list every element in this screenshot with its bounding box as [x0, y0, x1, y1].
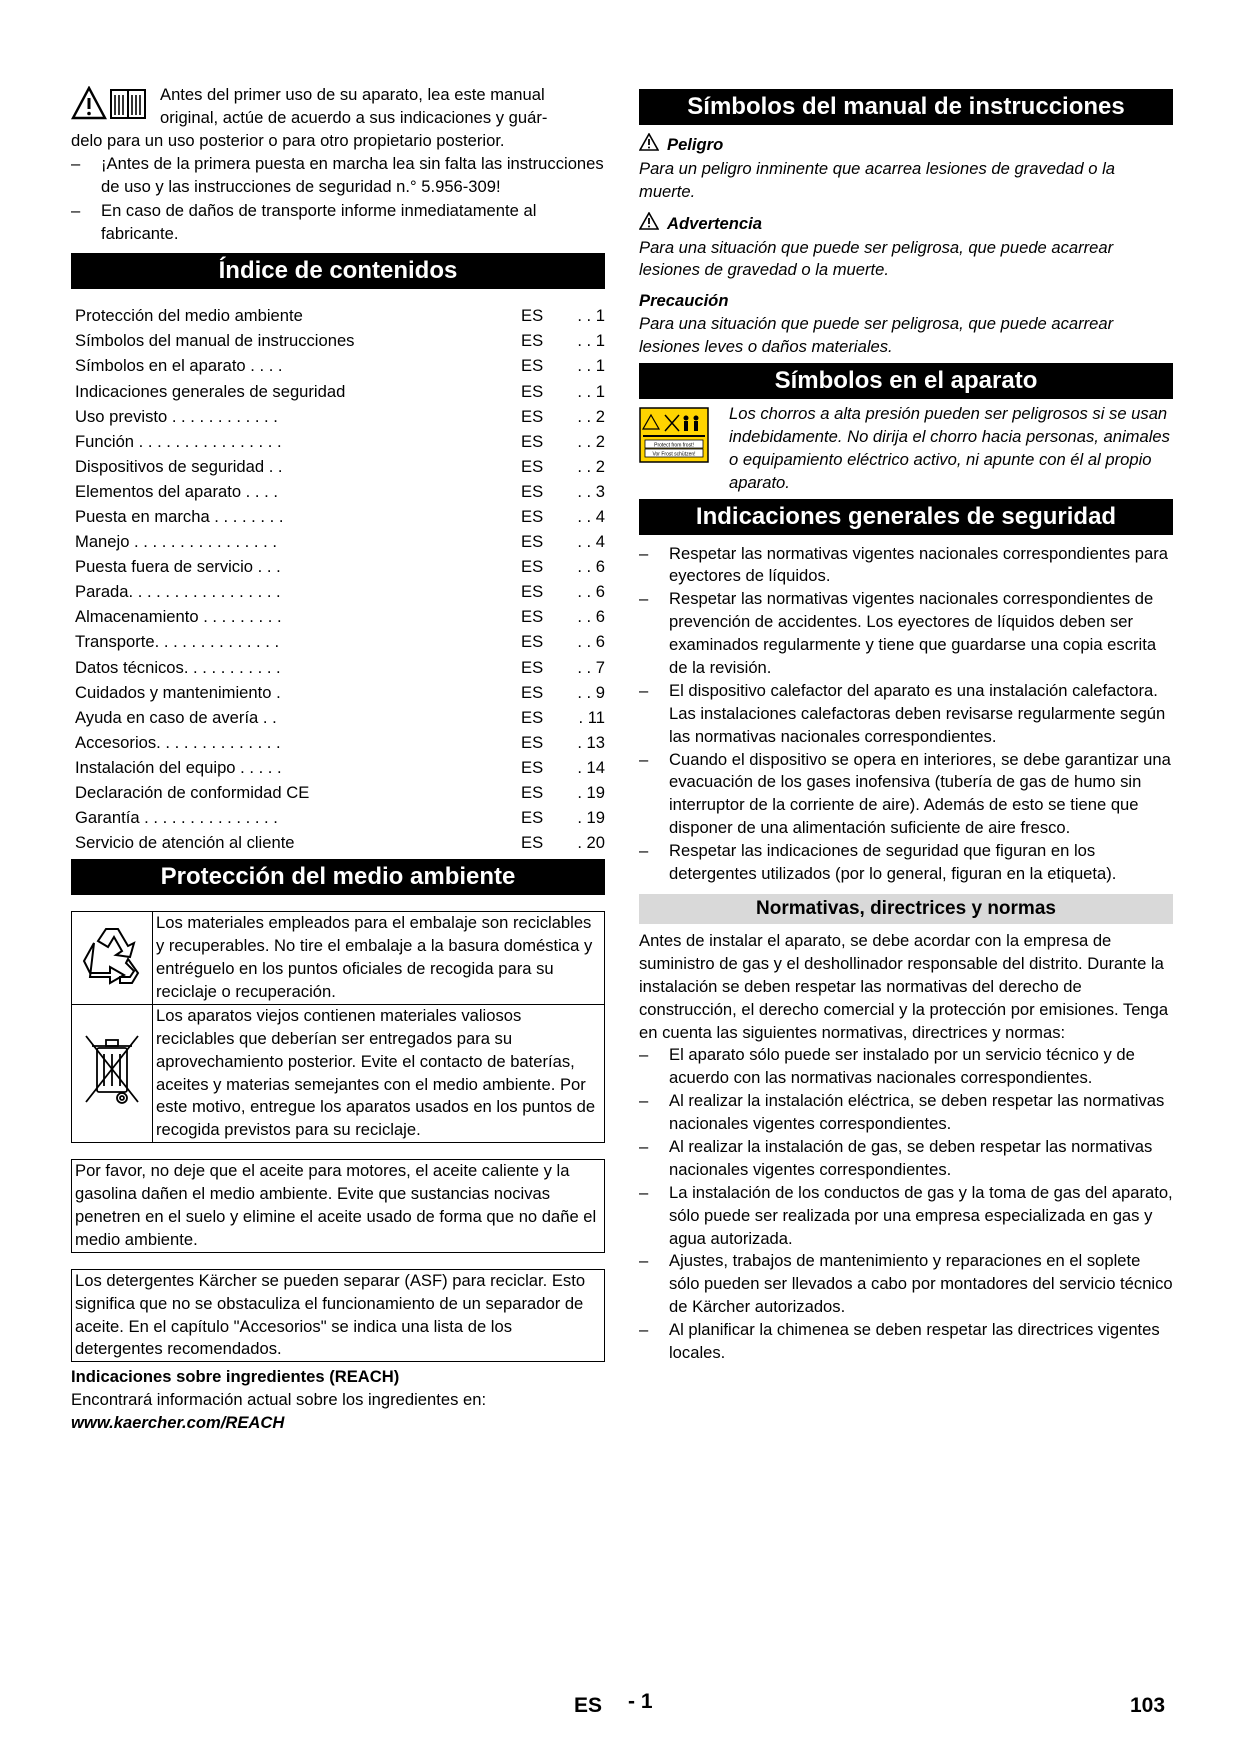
toc-row[interactable]: Almacenamiento . . . . . . . . . ES . . 6 [75, 607, 605, 627]
page-number: 103 [1130, 1694, 1166, 1717]
device-symbol-block [639, 404, 1173, 495]
oil-note-box [71, 1159, 605, 1253]
recycle-cell [72, 912, 153, 1005]
environment-heading: Protección del medio ambiente [71, 859, 605, 895]
intro-line-3: delo para un uso posterior o para otro propietario posterior. [71, 130, 505, 150]
device-symbol-text: Los chorros a alta presión pueden ser peligrosos si se usan indebidamente. No dirija el chorro hacia personas, animales o equipamiento eléctrico activo, ni apunte con él al propio aparato. [729, 404, 1170, 492]
toc-row[interactable]: Uso previsto . . . . . . . . . . . . ES . . 2 [75, 406, 605, 426]
list-item: – Respetar las normativas vigentes nacionales correspondientes de prevención de accidentes. Los eyectores de líquidos deben ser examinados regularmente y tiene que guardarse una copia escrita de la revisión. [639, 588, 1173, 680]
crossed-bin-icon [80, 1097, 144, 1116]
reach-text: Encontrará información actual sobre los ingredientes en: [71, 1390, 487, 1410]
footer-sub-page: - 1 [628, 1690, 653, 1713]
intro-block [71, 84, 605, 246]
toc-row[interactable]: Parada. . . . . . . . . . . . . . . . . ES . . 6 [75, 582, 605, 602]
toc-row[interactable]: Símbolos en el aparato . . . . ES . . 1 [75, 356, 605, 376]
toc-row[interactable]: Declaración de conformidad CE ES . 19 [75, 783, 605, 803]
intro-paragraph [71, 84, 605, 153]
danger-text: Para un peligro inminente que acarrea lesiones de gravedad o la muerte. [639, 158, 1116, 201]
toc-row[interactable]: Accesorios. . . . . . . . . . . . . . ES . 13 [75, 732, 605, 752]
toc-row[interactable]: Manejo . . . . . . . . . . . . . . . . ES . . 4 [75, 532, 605, 552]
list-item: – Cuando el dispositivo se opera en interiores, se debe garantizar una evacuación de los gases inofensiva (tubería de gas de humo sin interruptor de la corriente de aire). Además de esto se tiene que disponer de una alimentación suficiente de aire fresco. [639, 749, 1173, 841]
toc-row[interactable]: Protección del medio ambiente ES . . 1 [75, 306, 605, 326]
oil-note: Por favor, no deje que el aceite para motores, el aceite caliente y la gasolina dañen el medio ambiente. Evite que sustancias nocivas penetren en el suelo y elimine el aceite usado de forma que no dañe el medio ambiente. [75, 1161, 597, 1249]
caution-label: Precaución [639, 291, 729, 311]
warning-label: Advertencia [667, 213, 762, 233]
table-row [72, 912, 605, 1005]
toc-row[interactable]: Dispositivos de seguridad . . ES . . 2 [75, 456, 605, 476]
table-row [72, 1004, 605, 1142]
toc-row[interactable]: Cuidados y mantenimiento . ES . . 9 [75, 682, 605, 702]
intro-line-1: Antes del primer uso de su aparato, lea este manual [160, 85, 545, 104]
list-item: – Ajustes, trabajos de mantenimiento y reparaciones en el soplete sólo pueden ser llevados a cabo por montadores del servicio técnico de Kärcher autorizados. [639, 1250, 1173, 1319]
list-item: – Al planificar la chimenea se deben respetar las directrices vigentes locales. [639, 1319, 1173, 1365]
regulations-intro: Antes de instalar el aparato, se debe acordar con la empresa de suministro de gas y el deshollinador responsable del distrito. Durante la instalación se deben respetar las normativas del derecho de construcción, el derecho comercial y la protección por emisiones. Tenga en cuenta las siguientes normativas, directrices y normas: [639, 930, 1169, 1042]
warning-triangle-icon [639, 133, 659, 158]
caution-text: Para una situación que puede ser peligrosa, que puede acarrear lesiones leves o daños materiales. [639, 314, 1114, 357]
warning-triangle-icon [639, 212, 659, 237]
list-item: – Respetar las indicaciones de seguridad que figuran en los detergentes utilizados (por lo general, figuran en la etiqueta). [639, 840, 1173, 886]
table-of-contents [71, 303, 605, 855]
reach-heading: Indicaciones sobre ingredientes (REACH) [71, 1367, 400, 1387]
regulations-list [639, 1044, 1173, 1364]
toc-row[interactable]: Ayuda en caso de avería . . ES . 11 [75, 707, 605, 727]
recycle-icon [76, 976, 148, 995]
toc-row[interactable]: Instalación del equipo . . . . . ES . 14 [75, 757, 605, 777]
list-item: – Respetar las normativas vigentes nacionales correspondientes para eyectores de líquidos. [639, 543, 1173, 589]
caution-heading [639, 290, 1173, 313]
footer-lang: ES [574, 1694, 603, 1717]
intro-line-2: original, actúe de acuerdo a sus indicaciones y guár- [160, 107, 548, 127]
high-pressure-warning-sticker-icon [639, 407, 725, 495]
danger-label: Peligro [667, 135, 724, 154]
sticker-line-2: Vor Frost schützen! [652, 451, 696, 458]
safety-heading: Indicaciones generales de seguridad [639, 499, 1173, 535]
warning-text: Para una situación que puede ser peligrosa, que puede acarrear lesiones de gravedad o la muerte. [639, 237, 1114, 280]
toc-row[interactable]: Símbolos del manual de instrucciones ES . . 1 [75, 331, 605, 351]
toc-row[interactable]: Transporte. . . . . . . . . . . . . . ES . . 6 [75, 632, 605, 652]
right-column [639, 89, 1173, 1365]
toc-heading: Índice de contenidos [71, 253, 605, 289]
regulations-heading: Normativas, directrices y normas [639, 894, 1173, 924]
environment-table [71, 911, 605, 1143]
list-item: – ¡Antes de la primera puesta en marcha lea sin falta las instrucciones de uso y las instrucciones de seguridad n.° 5.956-309! [71, 153, 605, 199]
toc-row[interactable]: Garantía . . . . . . . . . . . . . . . ES . 19 [75, 808, 605, 828]
intro-list [71, 153, 605, 247]
toc-row[interactable]: Puesta en marcha . . . . . . . . ES . . 4 [75, 506, 605, 526]
list-item: – La instalación de los conductos de gas y la toma de gas del aparato, sólo puede ser realizada por una empresa especializada en gas y agua autorizada. [639, 1182, 1173, 1251]
weee-cell [72, 1004, 153, 1142]
toc-row[interactable]: Datos técnicos. . . . . . . . . . . ES . . 7 [75, 657, 605, 677]
sticker-line-1: Protect from frost! [654, 442, 694, 449]
toc-row[interactable]: Elementos del aparato . . . . ES . . 3 [75, 481, 605, 501]
safety-list [639, 543, 1173, 886]
detergent-note-box [71, 1269, 605, 1363]
device-symbols-heading: Símbolos en el aparato [639, 363, 1173, 399]
list-item: – Al realizar la instalación de gas, se deben respetar las normativas nacionales vigentes correspondientes. [639, 1136, 1173, 1182]
recycle-text: Los materiales empleados para el embalaje son reciclables y recuperables. No tire el embalaje a la basura doméstica y entréguelo en los puntos oficiales de recogida para su reciclaje o recuperación. [153, 912, 605, 1005]
list-item: – El dispositivo calefactor del aparato es una instalación calefactora. Las instalaciones calefactoras deben revisarse regularmente según las normativas nacionales correspondientes. [639, 680, 1173, 749]
toc-row[interactable]: Indicaciones generales de seguridad ES . . 1 [75, 381, 605, 401]
toc-row[interactable]: Servicio de atención al cliente ES . 20 [75, 833, 605, 853]
list-item: – Al realizar la instalación eléctrica, se deben respetar las normativas nacionales vigentes correspondientes. [639, 1090, 1173, 1136]
reach-link[interactable]: www.kaercher.com/REACH [71, 1413, 285, 1433]
weee-text: Los aparatos viejos contienen materiales valiosos reciclables que deberían ser entregados para su aprovechamiento posterior. Evite el contacto de baterías, aceites y materias semejantes con el medio ambiente. Por este motivo, entregue los aparatos usados en los puntos de recogida previstos para su reciclaje. [153, 1004, 605, 1142]
toc-row[interactable]: Función . . . . . . . . . . . . . . . . ES . . 2 [75, 431, 605, 451]
danger-heading [639, 133, 1173, 158]
list-item: – El aparato sólo puede ser instalado por un servicio técnico y de acuerdo con las normativas nacionales correspondientes. [639, 1044, 1173, 1090]
toc-row[interactable]: Puesta fuera de servicio . . . ES . . 6 [75, 557, 605, 577]
list-item: – En caso de daños de transporte informe inmediatamente al fabricante. [71, 200, 605, 246]
warning-book-icon [71, 86, 149, 129]
warning-heading [639, 212, 1173, 237]
detergent-note: Los detergentes Kärcher se pueden separar (ASF) para reciclar. Esto significa que no se obstaculiza el funcionamiento de un separador de aceite. En el capítulo "Accesorios" se indica una lista de los detergentes recomendados. [75, 1270, 586, 1359]
left-column [71, 84, 605, 1435]
manual-symbols-heading: Símbolos del manual de instrucciones [639, 89, 1173, 125]
